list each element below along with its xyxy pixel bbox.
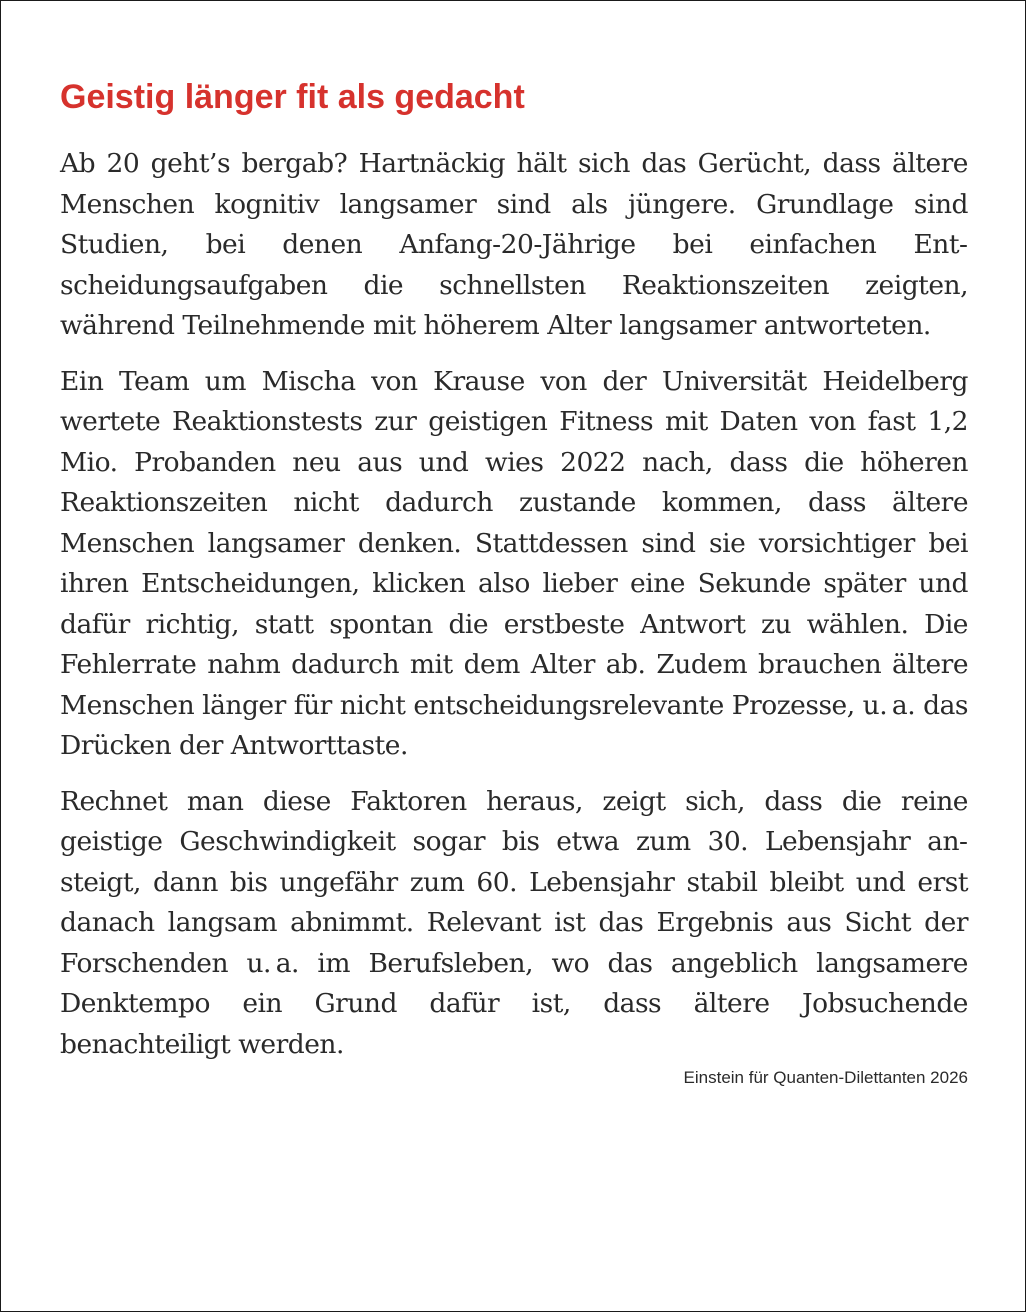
paragraph-1: Ab 20 geht’s bergab? Hartnäckig hält sich das Gerücht, dass ältere Menschen kognitiv langsamer sind als jüngere. Grundlage sind Studien, bei denen Anfang-20-Jährige bei einfachen Entscheidungsaufgaben die schnellsten Reaktionszeiten zeigten, während Teilnehmende mit höherem Alter langsamer antworteten. bbox=[60, 148, 968, 341]
article-title: Geistig länger fit als gedacht bbox=[60, 78, 525, 116]
article bbox=[60, 75, 968, 1089]
paragraph-3: Rechnet man diese Faktoren heraus, zeigt sich, dass die reine geistige Geschwindigkeit sogar bis etwa zum 30. Lebensjahr ansteigt, dann bis ungefähr zum 60. Lebensjahr stabil bleibt und erst danach langsam abnimmt. Relevant ist das Ergebnis aus Sicht der Forschenden u. a. im Berufsleben, wo das angeblich langsamere Denktempo ein Grund dafür ist, dass ältere Jobsuchende benachteiligt werden. bbox=[60, 785, 968, 1060]
source-credit: Einstein für Quanten-Dilettanten 2026 bbox=[683, 1068, 968, 1087]
paragraph-2: Ein Team um Mischa von Krause von der Universität Heidelberg wertete Reaktionstests zur geistigen Fitness mit Daten von fast 1,2 Mio. Probanden neu aus und wies 2022 nach, dass die höheren Reaktionszeiten nicht dadurch zustande kommen, dass ältere Menschen langsamer denken. Stattdessen sind sie vorsichtiger bei ihren Entscheidungen, klicken also lieber eine Sekunde später und dafür richtig, statt spontan die erstbeste Antwort zu wählen. Die Fehlerrate nahm dadurch mit dem Alter ab. Zudem brauchen ältere Menschen länger für nicht entscheidungsrelevante Prozesse, u. a. das Drücken der Antworttaste. bbox=[60, 365, 968, 761]
